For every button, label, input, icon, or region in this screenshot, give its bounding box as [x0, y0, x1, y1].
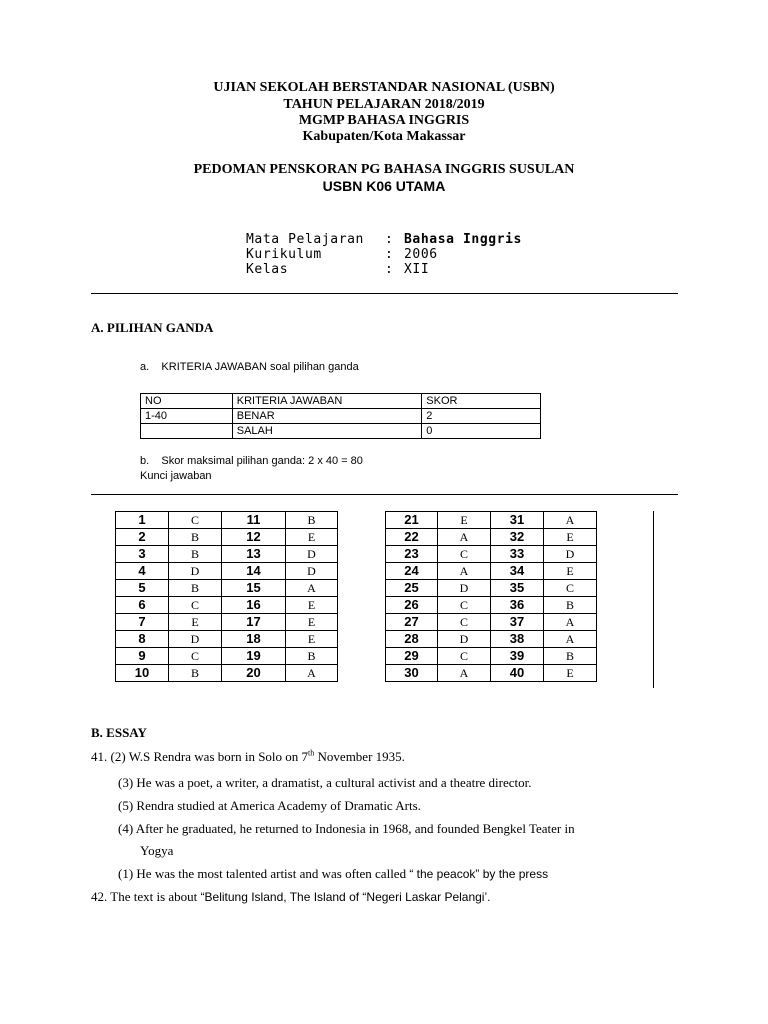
- question-number: 2: [116, 529, 169, 546]
- answer-key-row: [116, 597, 338, 614]
- q42-text-b: “Belitung Island, The Island of “Negeri Laskar Pelangi’.: [200, 890, 491, 904]
- q41-number: 41. (: [91, 749, 115, 764]
- document-subtitle: USBN K06 UTAMA: [322, 178, 446, 194]
- question-number: 31: [491, 512, 544, 529]
- answer-letter: A: [286, 580, 338, 597]
- kriteria-row: [141, 409, 541, 424]
- item-a-label: a.: [140, 361, 150, 373]
- question-number: 26: [386, 597, 438, 614]
- question-number: 27: [386, 614, 438, 631]
- answer-letter: B: [286, 512, 338, 529]
- question-number: 28: [386, 631, 438, 648]
- question-number: 29: [386, 648, 438, 665]
- meta-label: Kelas: [246, 262, 289, 277]
- q41-line5-text-b: “ the peacok” by the press: [409, 867, 549, 881]
- question-number: 36: [491, 597, 544, 614]
- answer-letter: C: [438, 648, 491, 665]
- question-number: 7: [116, 614, 169, 631]
- kriteria-caption: [140, 361, 359, 373]
- answer-letter: E: [286, 597, 338, 614]
- answer-key-row: [386, 580, 597, 597]
- kriteria-cell: BENAR: [232, 409, 422, 424]
- question-number: 3: [116, 546, 169, 563]
- meta-value: XII: [404, 262, 430, 277]
- answer-key-row: [386, 614, 597, 631]
- answer-letter: C: [544, 580, 597, 597]
- answer-letter: B: [544, 597, 597, 614]
- header-line-2: TAHUN PELAJARAN 2018/2019: [283, 97, 485, 112]
- answer-key-row: [386, 546, 597, 563]
- essay-q41-line1: [91, 749, 405, 765]
- question-number: 22: [386, 529, 438, 546]
- kriteria-header-row: [141, 394, 541, 409]
- answer-letter: C: [169, 597, 222, 614]
- answer-letter: B: [286, 648, 338, 665]
- question-number: 40: [491, 665, 544, 682]
- answer-key-row: [116, 563, 338, 580]
- q41-line5-text-a: (1) He was the most talented artist and was often called: [118, 866, 410, 881]
- question-number: 20: [222, 665, 286, 682]
- answer-key-row: [386, 597, 597, 614]
- q42-text-a: 42. The text is about: [91, 889, 201, 904]
- answer-letter: D: [169, 563, 222, 580]
- section-a-heading: A. PILIHAN GANDA: [91, 320, 214, 335]
- item-b-text: Skor maksimal pilihan ganda: 2 x 40 = 80: [161, 455, 363, 467]
- question-number: 18: [222, 631, 286, 648]
- document-title: PEDOMAN PENSKORAN PG BAHASA INGGRIS SUSULAN: [193, 162, 575, 177]
- header-line-1: UJIAN SEKOLAH BERSTANDAR NASIONAL (USBN): [213, 80, 555, 95]
- answer-letter: D: [286, 563, 338, 580]
- answer-letter: D: [286, 546, 338, 563]
- question-number: 11: [222, 512, 286, 529]
- question-number: 33: [491, 546, 544, 563]
- question-number: 23: [386, 546, 438, 563]
- question-number: 24: [386, 563, 438, 580]
- meta-separator: :: [385, 232, 394, 247]
- question-number: 32: [491, 529, 544, 546]
- question-number: 13: [222, 546, 286, 563]
- answer-key-row: [116, 546, 338, 563]
- kriteria-row: [141, 424, 541, 439]
- kriteria-header-cell: NO: [141, 394, 233, 409]
- answer-key-row: [386, 529, 597, 546]
- question-number: 21: [386, 512, 438, 529]
- section-b-heading: B. ESSAY: [91, 725, 147, 740]
- answer-key-row: [116, 529, 338, 546]
- question-number: 25: [386, 580, 438, 597]
- answer-key-row: [116, 631, 338, 648]
- question-number: 39: [491, 648, 544, 665]
- essay-q42: [91, 889, 490, 905]
- meta-separator: :: [385, 262, 394, 277]
- question-number: 19: [222, 648, 286, 665]
- meta-label: Kurikulum: [246, 247, 322, 262]
- answer-letter: E: [286, 529, 338, 546]
- question-number: 1: [116, 512, 169, 529]
- answer-letter: C: [169, 512, 222, 529]
- header-line-4: Kabupaten/Kota Makassar: [302, 129, 466, 144]
- answer-key-row: [116, 512, 338, 529]
- vertical-rule: [653, 511, 654, 688]
- q41-superscript: th: [308, 748, 315, 758]
- q41-text-b: November 1935.: [314, 749, 405, 764]
- answer-letter: E: [544, 665, 597, 682]
- essay-q41-line2: (3) He was a poet, a writer, a dramatist, a cultural activist and a theatre director.: [118, 775, 532, 790]
- answer-key-row: [386, 563, 597, 580]
- kriteria-header-cell: SKOR: [422, 394, 541, 409]
- question-number: 16: [222, 597, 286, 614]
- answer-letter: D: [438, 631, 491, 648]
- answer-letter: A: [544, 614, 597, 631]
- answer-letter: E: [286, 631, 338, 648]
- kriteria-header-cell: KRITERIA JAWABAN: [232, 394, 422, 409]
- answer-letter: E: [544, 529, 597, 546]
- item-b-label: b.: [140, 455, 150, 467]
- answer-letter: C: [438, 546, 491, 563]
- essay-q41-line3: (5) Rendra studied at America Academy of Dramatic Arts.: [118, 798, 421, 813]
- answer-key-row: [386, 512, 597, 529]
- answer-letter: E: [438, 512, 491, 529]
- question-number: 30: [386, 665, 438, 682]
- kriteria-cell: [141, 424, 233, 439]
- answer-letter: D: [544, 546, 597, 563]
- answer-key-row: [116, 614, 338, 631]
- answer-letter: A: [286, 665, 338, 682]
- kriteria-cell: SALAH: [232, 424, 422, 439]
- kunci-jawaban-label: Kunci jawaban: [140, 470, 212, 482]
- meta-value: 2006: [404, 247, 438, 262]
- question-number: 8: [116, 631, 169, 648]
- answer-key-row: [386, 631, 597, 648]
- item-a-text: KRITERIA JAWABAN soal pilihan ganda: [161, 361, 359, 373]
- answer-letter: D: [169, 631, 222, 648]
- question-number: 4: [116, 563, 169, 580]
- answer-letter: C: [438, 614, 491, 631]
- essay-q41-line4-cont: Yogya: [140, 843, 174, 858]
- answer-key-row: [386, 665, 597, 682]
- answer-key-row: [116, 580, 338, 597]
- question-number: 10: [116, 665, 169, 682]
- meta-value: Bahasa Inggris: [404, 232, 522, 247]
- question-number: 17: [222, 614, 286, 631]
- answer-letter: C: [169, 648, 222, 665]
- answer-letter: E: [286, 614, 338, 631]
- answer-letter: B: [544, 648, 597, 665]
- answer-key-row: [116, 648, 338, 665]
- answer-letter: B: [169, 665, 222, 682]
- question-number: 38: [491, 631, 544, 648]
- answer-key-row: [386, 648, 597, 665]
- answer-key-row: [116, 665, 338, 682]
- q41-text-a: 2) W.S Rendra was born in Solo on 7: [114, 749, 309, 764]
- kriteria-cell: 0: [422, 424, 541, 439]
- answer-key-left: [115, 511, 338, 682]
- meta-label: Mata Pelajaran: [246, 232, 364, 247]
- question-number: 5: [116, 580, 169, 597]
- answer-letter: A: [544, 631, 597, 648]
- essay-q41-line4: (4) After he graduated, he returned to Indonesia in 1968, and founded Bengkel Teater in: [118, 821, 575, 836]
- question-number: 6: [116, 597, 169, 614]
- header-line-3: MGMP BAHASA INGGRIS: [298, 113, 470, 128]
- meta-row: [0, 262, 768, 278]
- question-number: 15: [222, 580, 286, 597]
- answer-letter: C: [438, 597, 491, 614]
- meta-row: [0, 232, 768, 248]
- question-number: 37: [491, 614, 544, 631]
- meta-row: [0, 247, 768, 263]
- answer-letter: A: [438, 563, 491, 580]
- answer-letter: A: [544, 512, 597, 529]
- kriteria-cell: 2: [422, 409, 541, 424]
- answer-letter: E: [544, 563, 597, 580]
- skor-caption: [140, 455, 363, 467]
- kriteria-table: [140, 393, 541, 439]
- question-number: 12: [222, 529, 286, 546]
- question-number: 34: [491, 563, 544, 580]
- divider-top: [91, 293, 678, 294]
- answer-letter: A: [438, 529, 491, 546]
- answer-letter: A: [438, 665, 491, 682]
- kriteria-cell: 1-40: [141, 409, 233, 424]
- question-number: 14: [222, 563, 286, 580]
- answer-letter: E: [169, 614, 222, 631]
- meta-separator: :: [385, 247, 394, 262]
- divider-middle: [91, 494, 678, 495]
- answer-key-right: [385, 511, 597, 682]
- answer-letter: B: [169, 580, 222, 597]
- essay-q41-line5: [118, 866, 548, 882]
- question-number: 9: [116, 648, 169, 665]
- answer-letter: B: [169, 529, 222, 546]
- question-number: 35: [491, 580, 544, 597]
- answer-letter: B: [169, 546, 222, 563]
- answer-letter: D: [438, 580, 491, 597]
